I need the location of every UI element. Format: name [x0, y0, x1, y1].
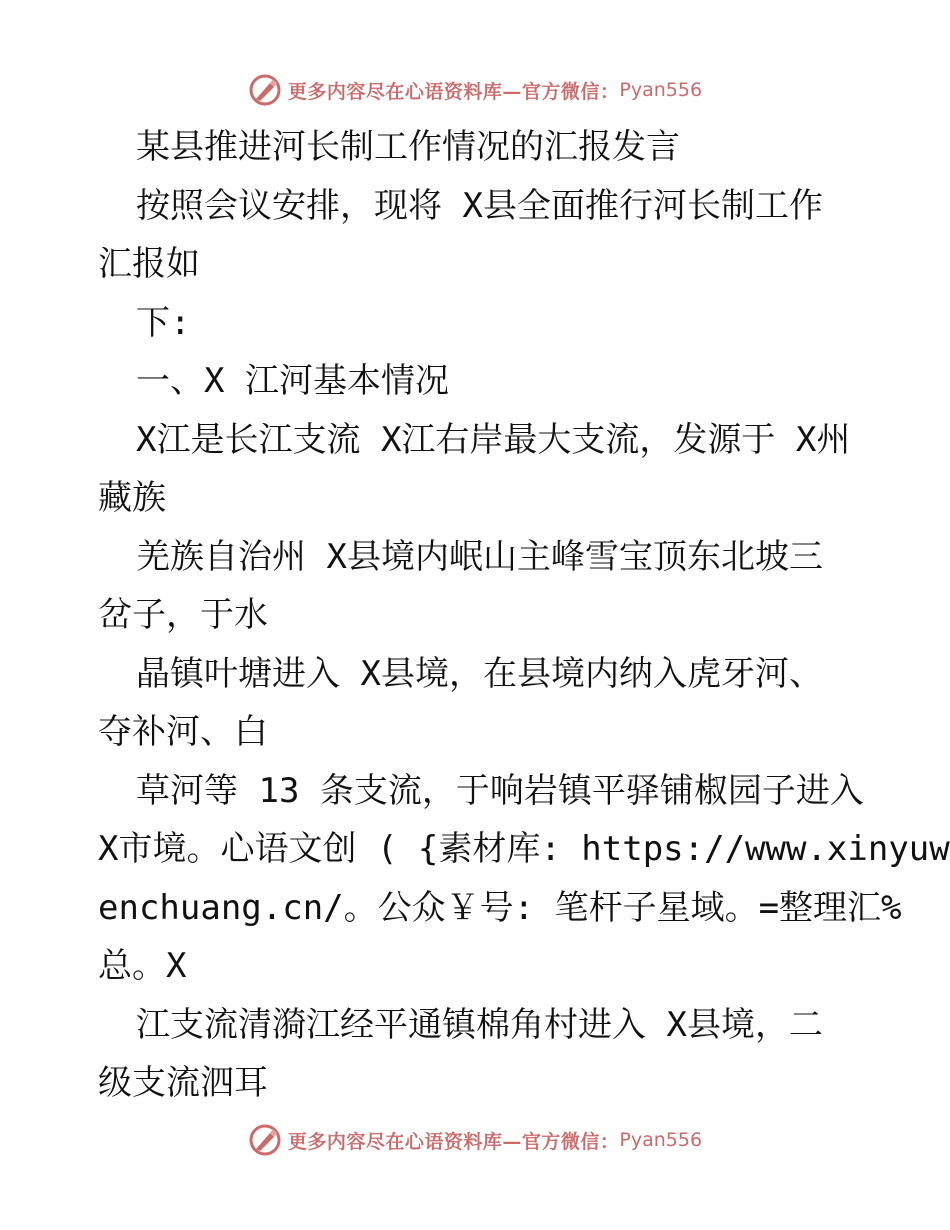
text-line: 下:	[136, 302, 191, 343]
banner-wechat-id: Pyan556	[619, 1129, 703, 1151]
footer-banner	[0, 1120, 950, 1160]
pen-logo-icon	[248, 1123, 282, 1157]
text-line: enchuang.cn/。公众￥号: 笔杆子星域。=整理汇%	[98, 887, 902, 928]
text-line: 一、X 江河基本情况	[136, 361, 449, 401]
text-line: 某县推进河长制工作情况的汇报发言	[136, 127, 680, 167]
text-line: 级支流泗耳	[98, 1063, 268, 1103]
text-line: 按照会议安排，现将 X县全面推行河长制工作	[136, 185, 823, 226]
banner-wechat-id: Pyan556	[619, 79, 703, 101]
text-line: 藏族	[98, 478, 166, 518]
text-line: 汇报如	[98, 244, 200, 284]
banner-text: 更多内容尽在心语资料库—官方微信：	[287, 1130, 620, 1153]
text-line: 总。X	[98, 946, 187, 986]
document-body	[98, 118, 950, 1113]
header-banner	[0, 70, 950, 110]
text-line: 羌族自治州 X县境内岷山主峰雪宝顶东北坡三	[136, 536, 823, 577]
text-line: X市境。心语文创 ( {素材库: https://www.xinyuw	[98, 829, 950, 869]
text-line: 岔子，于水	[98, 595, 268, 635]
banner-text: 更多内容尽在心语资料库—官方微信：	[287, 80, 620, 103]
text-line: X江是长江支流 X江右岸最大支流，发源于 X州	[136, 419, 851, 460]
pen-logo-icon	[248, 73, 282, 107]
text-line: 江支流清漪江经平通镇棉角村进入 X县境，二	[136, 1004, 823, 1045]
text-line: 夺补河、白	[98, 712, 268, 752]
text-line: 草河等 13 条支流，于响岩镇平驿铺椒园子进入	[136, 770, 864, 811]
text-line: 晶镇叶塘进入 X县境，在县境内纳入虎牙河、	[136, 653, 823, 694]
